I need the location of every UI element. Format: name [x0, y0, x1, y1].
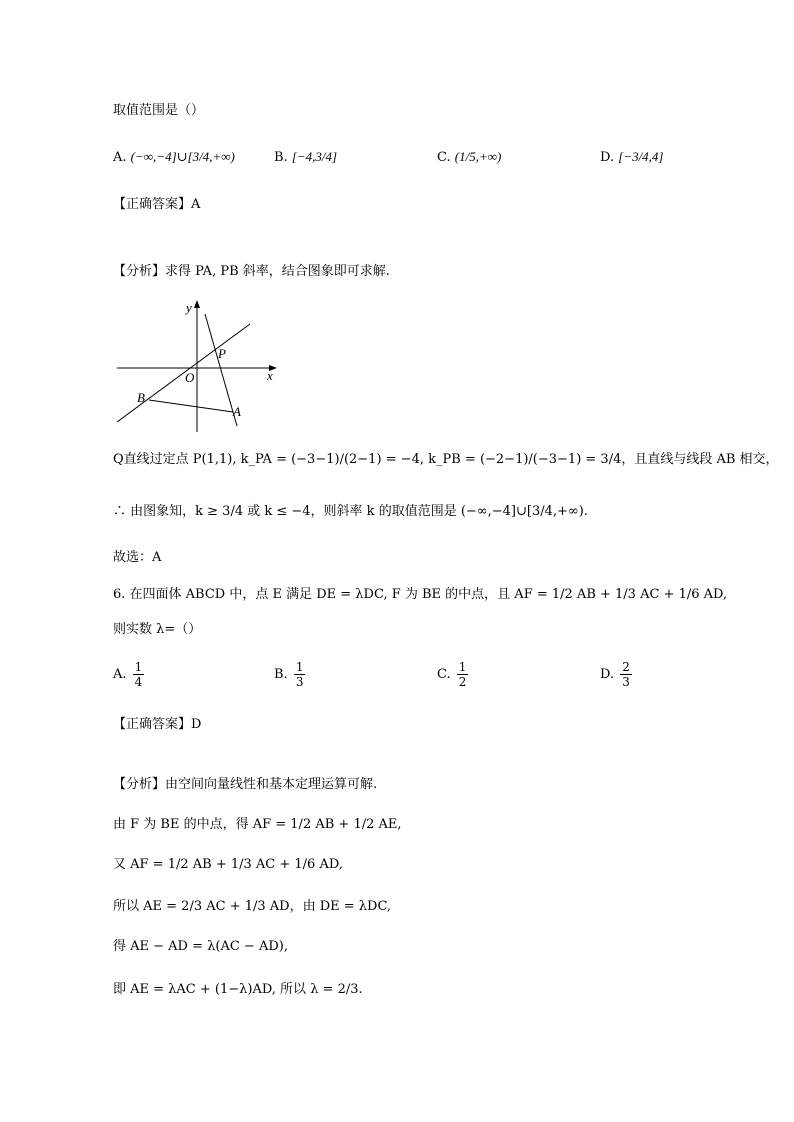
- q6-step5: 即 AE = λAC + (1−λ)AD, 所以 λ = 2/3.: [113, 982, 363, 997]
- q6-option-d-den: 3: [622, 675, 630, 689]
- q5-solution-line1: Q直线过定点 P(1,1), k_PA = (−3−1)/(2−1) = −4, k_PB = (−2−1)/(−3−1) = 3/4，且直线与线段 AB 相交，: [113, 452, 779, 467]
- coordinate-graph: [113, 296, 283, 436]
- q6-option-d-label: D.: [600, 667, 615, 682]
- q5-option-c-text: (1/5,+∞): [454, 149, 502, 164]
- q5-analysis-head: 【分析】求得 PA, PB 斜率，结合图象即可求解.: [113, 264, 390, 279]
- q6-option-b-fraction: [294, 660, 306, 689]
- q6-step4: 得 AE − AD = λ(AC − AD),: [113, 939, 288, 954]
- q5-option-d: [600, 147, 664, 168]
- q5-option-d-label: D.: [600, 150, 615, 165]
- point-p-label: P: [218, 346, 226, 361]
- q6-option-c-num: 1: [458, 660, 467, 674]
- q5-option-c: [437, 147, 501, 168]
- q6-option-a: [113, 660, 146, 689]
- q6-option-b: [274, 660, 307, 689]
- q5-stem-tail: 取值范围是（）: [113, 103, 205, 118]
- q5-option-a-text: (−∞,−4]∪[3/4,+∞): [130, 149, 235, 164]
- origin-label: O: [185, 370, 195, 385]
- q6-option-c-fraction: [457, 660, 469, 689]
- point-a-label: A: [233, 404, 241, 419]
- q6-option-b-label: B.: [274, 667, 288, 682]
- q5-option-c-label: C.: [437, 150, 451, 165]
- q6-stem2: 则实数 λ=（）: [113, 622, 202, 637]
- q5-option-b-label: B.: [274, 150, 288, 165]
- q5-option-d-text: [−3/4,4]: [618, 149, 664, 164]
- q6-step1: 由 F 为 BE 的中点，得 AF = 1/2 AB + 1/2 AE,: [113, 817, 402, 832]
- y-axis-arrow: [194, 300, 200, 308]
- q6-step3: 所以 AE = 2/3 AC + 1/3 AD，由 DE = λDC,: [113, 899, 392, 914]
- q6-option-c-den: 2: [458, 675, 467, 689]
- segment-ab: [149, 400, 233, 412]
- q6-analysis-head: 【分析】由空间向量线性和基本定理运算可解.: [113, 777, 378, 792]
- q5-choose: 故选：A: [113, 550, 162, 565]
- q6-step2: 又 AF = 1/2 AB + 1/3 AC + 1/6 AD,: [113, 857, 343, 872]
- y-label: y: [186, 300, 192, 315]
- q6-option-a-label: A.: [113, 667, 127, 682]
- q5-option-b: [274, 147, 337, 168]
- q6-option-d-fraction: [620, 660, 632, 689]
- q5-option-a: [113, 147, 235, 168]
- x-label: x: [267, 368, 273, 383]
- q6-option-c-label: C.: [437, 667, 451, 682]
- q6-option-b-den: 3: [295, 675, 304, 689]
- q5-option-a-label: A.: [113, 150, 127, 165]
- q6-option-a-den: 4: [134, 675, 143, 689]
- q6-option-c: [437, 660, 470, 689]
- q6-option-d: [600, 660, 634, 689]
- q6-option-a-num: 1: [134, 660, 143, 674]
- q5-solution-line2: ∴ 由图象知，k ≥ 3/4 或 k ≤ −4，则斜率 k 的取值范围是 (−∞,−4]∪[3/4,+∞).: [113, 504, 588, 519]
- q6-option-b-num: 1: [295, 660, 304, 674]
- q6-option-d-num: 2: [622, 660, 630, 674]
- q6-answer: 【正确答案】D: [113, 717, 202, 732]
- line-pb: [117, 324, 250, 422]
- point-b-label: B: [137, 390, 145, 405]
- q5-option-b-text: [−4,3/4]: [291, 149, 338, 164]
- q6-option-a-fraction: [133, 660, 145, 689]
- q6-stem: 6. 在四面体 ABCD 中，点 E 满足 DE = λDC, F 为 BE 的中点，且 AF = 1/2 AB + 1/3 AC + 1/6 AD,: [113, 587, 728, 602]
- q5-answer: 【正确答案】A: [113, 197, 201, 212]
